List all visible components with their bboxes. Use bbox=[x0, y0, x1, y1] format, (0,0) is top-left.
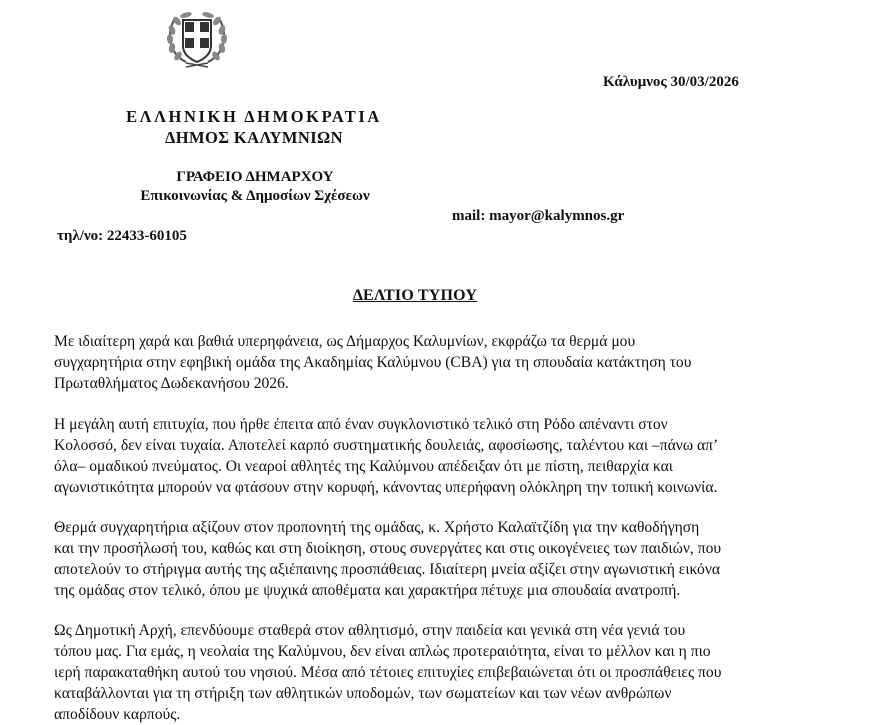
paragraph-line: Θερμά συγχαρητήρια αξίζουν στον προπονητή της ομάδας, κ. Χρήστο Καλαϊτζίδη για την καθοδήγηση bbox=[54, 519, 700, 536]
office-heading: ΓΡΑΦΕΙΟ ΔΗΜΑΡΧΟΥ bbox=[176, 169, 334, 185]
paragraph-line: Με ιδιαίτερη χαρά και βαθιά υπερηφάνεια, ως Δήμαρχος Καλυμνίων, εκφράζω τα θερμά μου bbox=[54, 333, 636, 350]
paragraph-line: αποδίδουν καρπούς. bbox=[54, 706, 181, 723]
paragraph-line: όλα– ομαδικού πνεύματος. Οι νεαροί αθλητές της Καλύμνου απέδειξαν ότι με πίστη, πειθαρχία και bbox=[54, 458, 673, 475]
greek-coat-of-arms-icon bbox=[164, 8, 230, 70]
press-release-title: ΔΕΛΤΙΟ ΤΥΠΟΥ bbox=[352, 287, 478, 304]
republic-heading: ΕΛΛΗΝΙΚΗ ΔΗΜΟΚΡΑΤΙΑ bbox=[126, 107, 382, 126]
paragraph-line: αγωνιστικότητα μπορούν να φτάσουν στην κορυφή, κάνοντας υπερήφανη ολόκληρη την τοπική κοινωνία. bbox=[54, 479, 718, 496]
date-line: Κάλυμνος 30/03/2026 bbox=[603, 74, 739, 90]
paragraph bbox=[54, 414, 854, 498]
municipality-heading: ΔΗΜΟΣ ΚΑΛΥΜΝΙΩΝ bbox=[165, 128, 343, 147]
paragraph-line: ιερή παρακαταθήκη αυτού του νησιού. Μέσα από τέτοιες επιτυχίες επιβεβαιώνεται ότι οι προσπάθειες που bbox=[54, 664, 722, 681]
paragraph-line: της ομάδας στον τελικό, όπου με ψυχικά αποθέματα και χαρακτήρα πέτυχε μια σπουδαία ανατροπή. bbox=[54, 582, 681, 599]
paragraph-line: Η μεγάλη αυτή επιτυχία, που ήρθε έπειτα από έναν συγκλονιστικό τελικό στη Ρόδο απέναντι στον bbox=[54, 416, 668, 433]
paragraph-line: τόπου μας. Για εμάς, η νεολαία της Καλύμνου, δεν είναι απλώς προτεραιότητα, είναι το μέλλον και η πιο bbox=[54, 643, 711, 660]
paragraph-line: και την προσήλωσή του, καθώς και στη διοίκηση, στους συνεργάτες και στις οικογένειες των παιδιών, που bbox=[54, 540, 722, 557]
paragraph-line: συγχαρητήρια στην εφηβική ομάδα της Ακαδημίας Καλύμνου (CBA) για τη σπουδαία κατάκτηση του bbox=[54, 354, 692, 371]
paragraph-line: καταβάλλονται για τη στήριξη των αθλητικών υποδομών, των σωματείων και των νέων ανθρώπων bbox=[54, 685, 672, 702]
paragraph-line: αποτελούν το στήριγμα αυτής της αξιέπαινης προσπάθειας. Ιδιαίτερη μνεία αξίζει στην αγωνιστική εικόνα bbox=[54, 561, 721, 578]
phone-contact: τηλ/νο: 22433-60105 bbox=[57, 228, 187, 244]
paragraph-line: Κολοσσό, δεν είναι τυχαία. Αποτελεί καρπό συστηματικής δουλειάς, αφοσίωσης, ταλέντου και –πάνω απ’ bbox=[54, 437, 719, 454]
paragraph bbox=[54, 331, 854, 394]
paragraph-line: Ως Δημοτική Αρχή, επενδύουμε σταθερά στον αθλητισμό, στην παιδεία και γενικά στη νέα γενιά του bbox=[54, 622, 686, 639]
office-subtitle: Επικοινωνίας & Δημοσίων Σχέσεων bbox=[140, 188, 370, 204]
paragraph-line: Πρωταθλήματος Δωδεκανήσου 2026. bbox=[54, 375, 289, 392]
email-contact: mail: mayor@kalymnos.gr bbox=[452, 208, 625, 224]
paragraph bbox=[54, 517, 854, 601]
paragraph bbox=[54, 620, 854, 725]
